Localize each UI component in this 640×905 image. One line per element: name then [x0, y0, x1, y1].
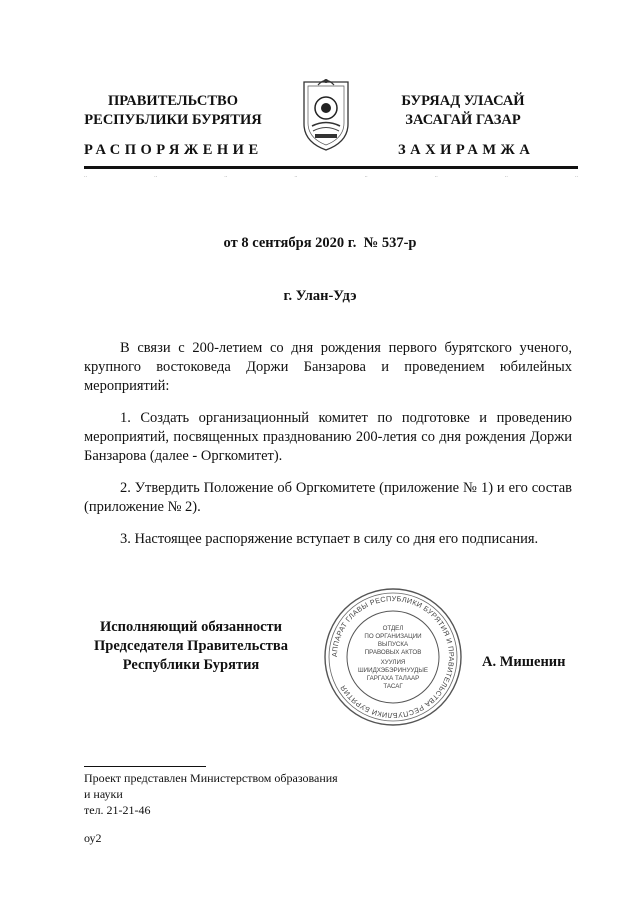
header-right-line2: ЗАСАГАЙ ГАЗАР: [405, 112, 521, 128]
body-paragraph-4: 3. Настоящее распоряжение вступает в силу со дня его подписания.: [120, 531, 539, 547]
signatory-title-line1: Исполняющий обязанности: [99, 619, 283, 635]
document-city: г. Улан-Удэ: [283, 288, 357, 304]
footer-prepared-by-cont: и науки: [84, 787, 123, 801]
official-stamp: [322, 586, 464, 728]
stamp-line-7: ГАРГАХА ТАЛААР: [366, 675, 420, 682]
stamp-line-3: ВЫПУСКА: [377, 641, 409, 648]
signatory-title-line3: Республики Бурятия: [122, 657, 260, 673]
footer-prepared-by: Проект представлен Министерством образования: [84, 771, 338, 785]
coat-of-arms-icon: [300, 76, 352, 152]
doctype-right: ЗАХИРАМЖА: [398, 142, 535, 158]
stamp-line-8: ТАСАГ: [383, 683, 403, 690]
document-date-number: от 8 сентября 2020 г. № 537-р: [223, 235, 417, 251]
header-left-line1: ПРАВИТЕЛЬСТВО: [108, 93, 238, 109]
header-left: [78, 92, 268, 130]
signatory-title: [84, 618, 298, 675]
header-dotted-line: .. .. .. .. .. .. .. ..: [84, 173, 578, 179]
stamp-line-1: ОТДЕЛ: [382, 625, 404, 632]
header-right: [388, 92, 538, 130]
signatory-title-line2: Председателя Правительства: [94, 638, 288, 654]
body-paragraph-2: 1. Создать организационный комитет по подготовке и проведению мероприятий, посвященных празднованию 200-летия со дня рождения Доржи Банзарова (далее - Оргкомитет).: [84, 410, 572, 464]
doctype-left: РАСПОРЯЖЕНИЕ: [84, 142, 263, 158]
footer-divider: [84, 766, 206, 767]
footer-phone: тел. 21-21-46: [84, 803, 151, 817]
body-paragraph-3: 2. Утвердить Положение об Оргкомитете (приложение № 1) и его состав (приложение № 2).: [84, 480, 572, 515]
footer-code: оу2: [84, 831, 102, 845]
header-right-line1: БУРЯАД УЛАСАЙ: [401, 93, 525, 109]
stamp-line-2: ПО ОРГАНИЗАЦИИ: [364, 633, 422, 640]
header-divider: [84, 166, 578, 169]
svg-text:АППАРАТ ГЛАВЫ РЕСПУБЛИКИ БУРЯТ: [330, 594, 456, 720]
signatory-name: А. Мишенин: [482, 654, 566, 670]
stamp-line-4: ПРАВОВЫХ АКТОВ: [364, 649, 422, 656]
stamp-line-5: ХУУЛИЯ: [380, 659, 406, 666]
stamp-line-6: ШИИДХЭБЭРИНУУДЫЕ: [358, 667, 428, 674]
body-paragraph-1: В связи с 200-летием со дня рождения первого бурятского ученого, крупного востоковеда Доржи Банзарова и проведением юбилейных мероприятий:: [84, 340, 572, 394]
header-left-line2: РЕСПУБЛИКИ БУРЯТИЯ: [84, 112, 262, 128]
stamp-ring-text: АППАРАТ ГЛАВЫ РЕСПУБЛИКИ БУРЯТИЯ И ПРАВИТЕЛЬСТВА РЕСПУБЛИКИ БУРЯТИЯ: [329, 593, 457, 721]
